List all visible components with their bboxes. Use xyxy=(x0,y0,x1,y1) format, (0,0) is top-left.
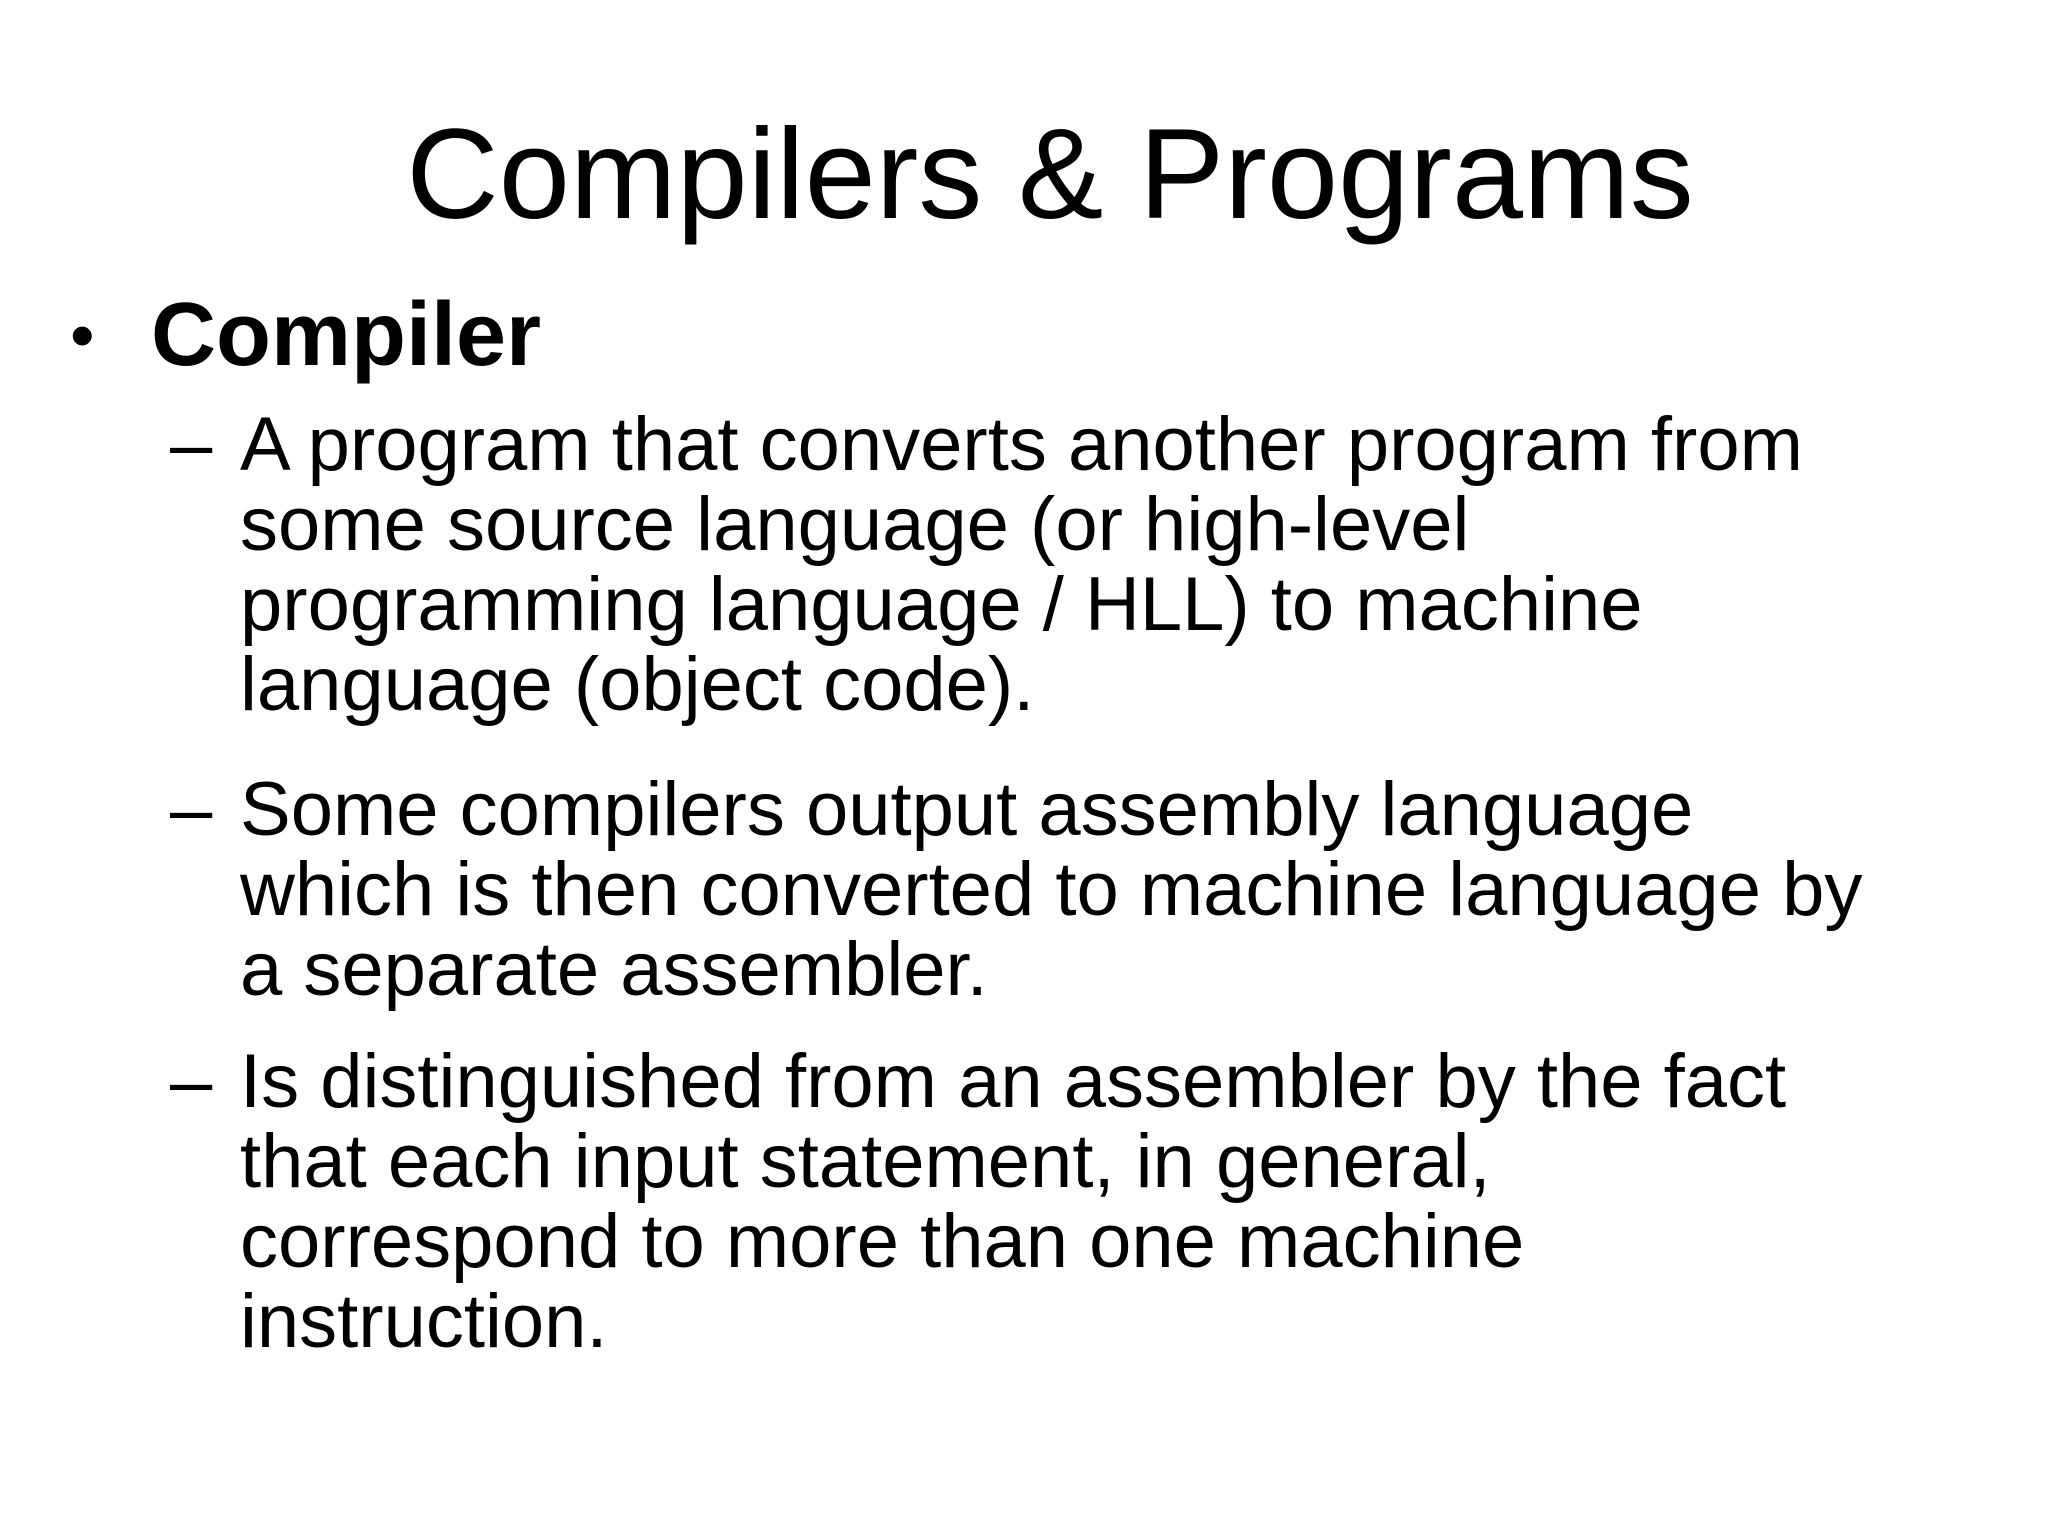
sub-bullet-text xyxy=(240,402,2010,727)
text-line: instruction. xyxy=(240,1279,608,1364)
dash-marker: – xyxy=(170,767,213,852)
sub-bullet-text xyxy=(240,767,2010,1012)
text-line: Some compilers output assembly language xyxy=(240,767,1694,852)
text-line: a separate assembler. xyxy=(240,927,988,1012)
text-line: Is distinguished from an assembler by the fact xyxy=(240,1039,1787,1124)
text-line: language (object code). xyxy=(240,642,1035,727)
text-line: programming language / HLL) to machine xyxy=(240,562,1643,647)
text-line: correspond to more than one machine xyxy=(240,1199,1525,1284)
dash-marker: – xyxy=(170,402,213,487)
text-line: which is then converted to machine language by xyxy=(240,847,1863,932)
text-line: that each input statement, in general, xyxy=(240,1119,1491,1204)
text-line: some source language (or high-level xyxy=(240,482,1470,567)
bullet-marker: • xyxy=(70,296,95,374)
text-line: A program that converts another program from xyxy=(240,402,1803,487)
slide-title: Compilers & Programs xyxy=(406,103,1694,246)
bullet-label: Compiler xyxy=(151,285,542,385)
sub-bullet-text xyxy=(240,1039,2010,1364)
dash-marker: – xyxy=(170,1039,213,1124)
